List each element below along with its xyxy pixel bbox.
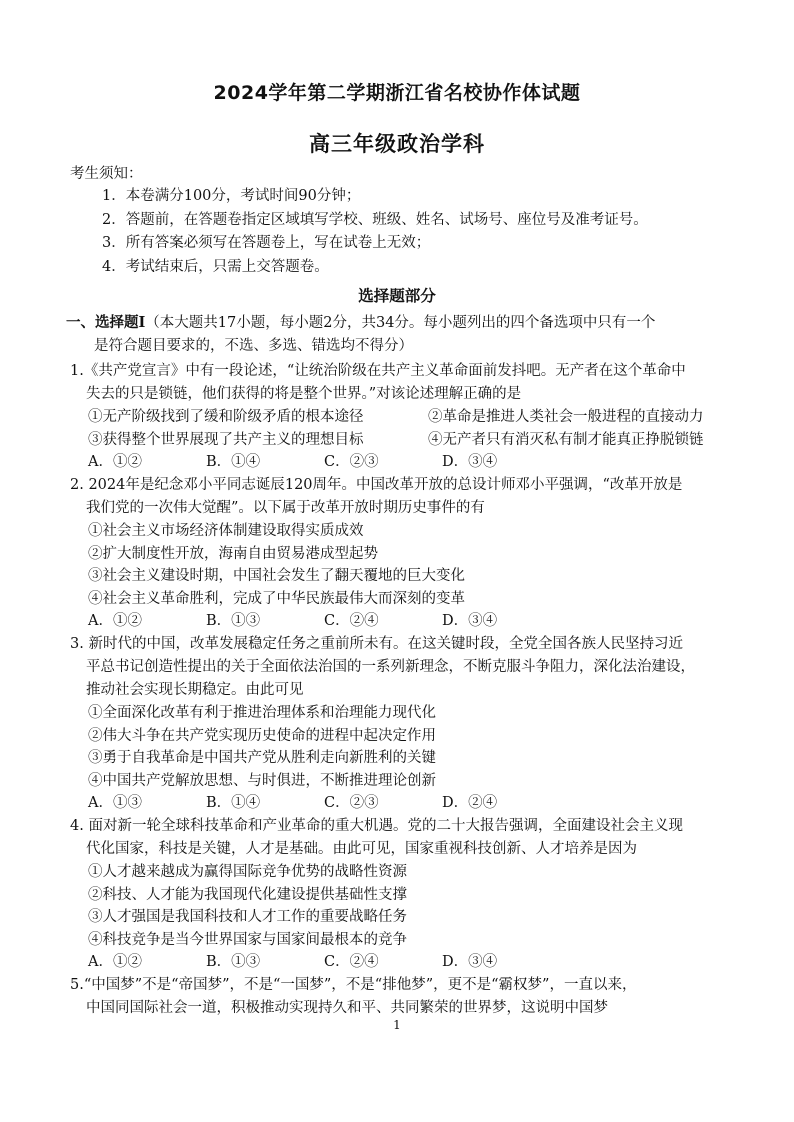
choice-c: C．②④ [324,613,379,629]
option-item: ④中国共产党解放思想、与时俱进，不断推进理论创新 [88,772,436,789]
choice-b: B．①④ [206,454,261,470]
option-item: ②科技、人才能为我国现代化建设提供基础性支撑 [88,886,407,903]
choice-a: A．①③ [88,795,142,811]
answer-choices [70,792,720,815]
option-item: ④无产者只有消灭私有制才能真正挣脱锁链 [428,431,704,448]
question-stem: 5.“中国梦”不是“帝国梦”，不是“一国梦”，不是“排他梦”，更不是“霸权梦”，一直以来， [70,977,637,993]
option-item: ②革命是推进人类社会一般进程的直接动力 [428,409,704,425]
question-list [70,360,720,1020]
notice-heading: 考生须知： [70,166,143,182]
question-stem: 代化国家，科技是关键，人才是基础。由此可见，国家重视科技创新、人才培养是因为 [86,841,637,857]
part-instructions [66,311,730,358]
choice-d: D．③④ [442,454,498,470]
question-stem: 2. 2024年是纪念邓小平同志诞辰120周年。中国改革开放的总设计师邓小平强调，“改革开放是 [70,477,683,493]
exam-notice [70,163,730,279]
question-stem: 4. 面对新一轮全球科技革命和产业革命的重大机遇。党的二十大报告强调，全面建设社会主义现 [70,818,683,834]
option-item: ①无产阶级找到了缓和阶级矛盾的根本途径 [88,409,364,425]
answer-choices [70,451,720,474]
choice-a: A．①② [88,613,142,629]
option-item: ③获得整个世界展现了共产主义的理想目标 [88,431,364,448]
question-stem: 我们党的一次伟大觉醒”。以下属于改革开放时期历史事件的有 [86,500,485,516]
choice-d: D．②④ [442,795,498,811]
option-item: ③勇于自我革命是中国共产党从胜利走向新胜利的关键 [88,750,436,766]
question-2 [70,474,720,633]
page-number: 1 [393,1018,401,1032]
question-stem: 失去的只是锁链，他们获得的将是整个世界。”对该论述理解正确的是 [86,386,522,402]
notice-item: 2．答题前，在答题卷指定区域填写学校、班级、姓名、试场号、座位号及准考证号。 [102,211,648,228]
notice-item: 1．本卷满分100分，考试时间90分钟； [102,188,361,204]
option-row [70,406,720,429]
option-item: ②扩大制度性开放，海南自由贸易港成型起势 [88,545,378,562]
question-3 [70,633,720,815]
question-stem: 中国同国际社会一道，积极推动实现持久和平、共同繁荣的世界梦，这说明中国梦 [86,1000,608,1016]
option-item: ④社会主义革命胜利，完成了中华民族最伟大而深刻的变革 [88,590,465,607]
option-item: ②伟大斗争在共产党实现历史使命的进程中起决定作用 [88,727,436,744]
option-item: ③社会主义建设时期，中国社会发生了翻天覆地的巨大变化 [88,568,465,584]
choice-a: A．①② [88,454,142,470]
option-item: ③人才强国是我国科技和人才工作的重要战略任务 [88,909,407,925]
part-lead: 一、选择题Ⅰ [66,314,146,331]
choice-b: B．①③ [206,613,261,629]
question-5 [70,974,720,1020]
option-row [70,429,720,452]
option-item: ①全面深化改革有利于推进治理体系和治理能力现代化 [88,705,436,721]
question-1 [70,360,720,474]
question-stem: 平总书记创造性提出的关于全面依法治国的一系列新理念，不断克服斗争阻力，深化法治建设， [86,659,695,675]
choice-c: C．②③ [324,454,379,470]
part-text: （本大题共17小题，每小题2分，共34分。每小题列出的四个备选项中只有一个 [145,315,656,331]
option-item: ①人才越来越成为赢得国际竞争优势的战略性资源 [88,864,407,880]
choice-c: C．②④ [324,954,379,970]
choice-b: B．①③ [206,954,261,970]
question-4 [70,815,720,974]
answer-choices [70,951,720,974]
notice-item: 3．所有答案必须写在答题卷上，写在试卷上无效； [102,235,431,251]
section-title: 选择题部分 [358,287,436,305]
choice-d: D．③④ [442,954,498,970]
part-text-continued: 是符合题目要求的，不选、多选、错选均不得分） [94,338,413,354]
question-stem: 推动社会实现长期稳定。由此可见 [86,682,304,698]
choice-b: B．①④ [206,795,261,811]
notice-item: 4．考试结束后，只需上交答题卷。 [102,258,329,275]
choice-c: C．②③ [324,795,379,811]
option-item: ①社会主义市场经济体制建设取得实质成效 [88,523,364,539]
choice-a: A．①② [88,954,142,970]
question-stem: 1.《共产党宣言》中有一段论述，“让统治阶级在共产主义革命面前发抖吧。无产者在这个革命中 [70,363,686,379]
option-item: ④科技竞争是当今世界国家与国家间最根本的竞争 [88,931,407,948]
answer-choices [70,610,720,633]
exam-subtitle: 高三年级政治学科 [309,132,485,156]
choice-d: D．③④ [442,613,498,629]
question-stem: 3. 新时代的中国，改革发展稳定任务之重前所未有。在这关键时段，全党全国各族人民坚持习近 [70,636,683,652]
exam-title: 2024学年第二学期浙江省名校协作体试题 [213,82,581,104]
